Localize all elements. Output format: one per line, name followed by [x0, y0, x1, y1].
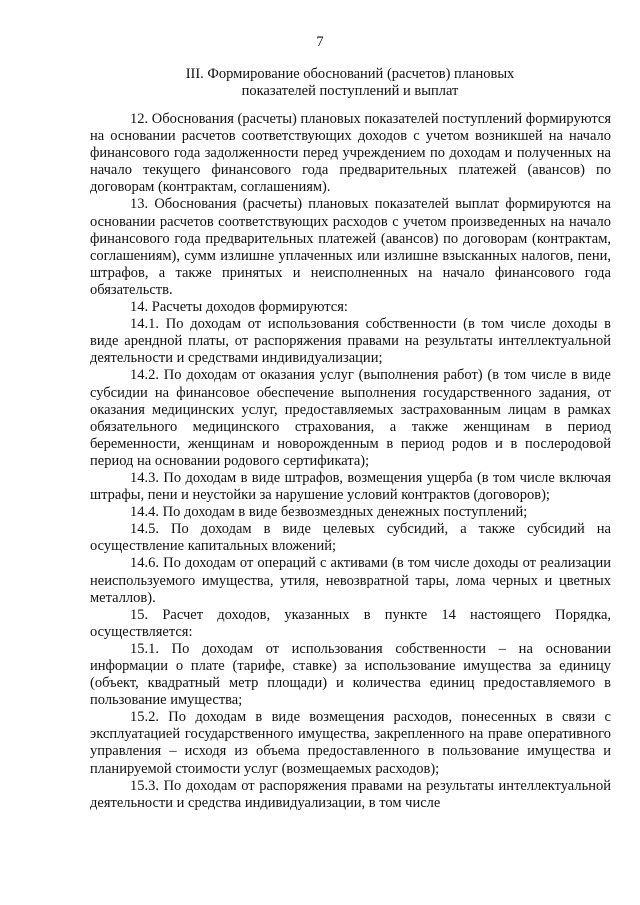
paragraph-14-6: 14.6. По доходам от операций с активами (в том числе доходы от реализации неиспользуемого имущества, утиля, невозвратной тары, лома черных и цветных металлов).: [90, 555, 611, 606]
paragraph-14-5: 14.5. По доходам в виде целевых субсидий, а также субсидий на осуществление капитальных вложений;: [90, 521, 611, 555]
paragraph-15-1: 15.1. По доходам от использования собственности – на основании информации о плате (тарифе, ставке) за использование имущества за единицу (объект, квадратный метр площади) и количества единиц предоставляемого в пользование имущества;: [90, 640, 611, 709]
section-heading-line-2: показателей поступлений и выплат: [241, 83, 459, 99]
paragraph-15: 15. Расчет доходов, указанных в пункте 14 настоящего Порядка, осуществляется:: [90, 606, 611, 640]
section-heading: [90, 66, 610, 100]
paragraph-15-3: 15.3. По доходам от распоряжения правами на результаты интеллектуальной деятельности и средства индивидуализации, в том числе: [90, 777, 611, 811]
section-heading-line-1: III. Формирование обоснований (расчетов) плановых: [185, 66, 515, 82]
document-body: [90, 111, 611, 812]
paragraph-14-2: 14.2. По доходам от оказания услуг (выполнения работ) (в том числе в виде субсидии на финансовое обеспечение выполнения государственного задания, от оказания медицинских услуг, предоставляемых застрахованным лицам в рамках обязательного медицинского страхования, а также женщинам в период беременности, женщинам и новорожденным в период родов и в послеродовой период на основании родового сертификата);: [90, 367, 611, 469]
paragraph-14-3: 14.3. По доходам в виде штрафов, возмещения ущерба (в том числе включая штрафы, пени и неустойки за нарушение условий контрактов (договоров);: [90, 469, 611, 504]
paragraph-14: 14. Расчеты доходов формируются:: [130, 299, 348, 316]
paragraph-14-1: 14.1. По доходам от использования собственности (в том числе доходы в виде арендной платы, от распоряжения правами на результаты интеллектуальной деятельности и средствами индивидуализации;: [90, 316, 611, 367]
paragraph-13: 13. Обоснования (расчеты) плановых показателей выплат формируются на основании расчетов соответствующих расходов с учетом произведенных на начало финансового года предварительных платежей (авансов) по договорам (контрактам, соглашениям), сумм излишне уплаченных или излишне взысканных налогов, пени, штрафов, а также принятых и неисполненных на начало финансового года обязательств.: [90, 196, 611, 298]
page-number: 7: [316, 34, 324, 50]
paragraph-14-4: 14.4. По доходам в виде безвозмездных денежных поступлений;: [130, 504, 528, 521]
paragraph-15-2: 15.2. По доходам в виде возмещения расходов, понесенных в связи с эксплуатацией государственного имущества, закрепленного на праве оперативного управления – исходя из объема предоставленного в пользование имущества и планируемой стоимости услуг (возмещаемых расходов);: [90, 709, 611, 777]
paragraph-12: 12. Обоснования (расчеты) плановых показателей поступлений формируются на основании расчетов соответствующих доходов с учетом возникшей на начало финансового года задолженности перед учреждением по доходам и полученных на начало текущего финансового года предварительных платежей (авансов) по договорам (контрактам, соглашениям).: [90, 111, 611, 196]
